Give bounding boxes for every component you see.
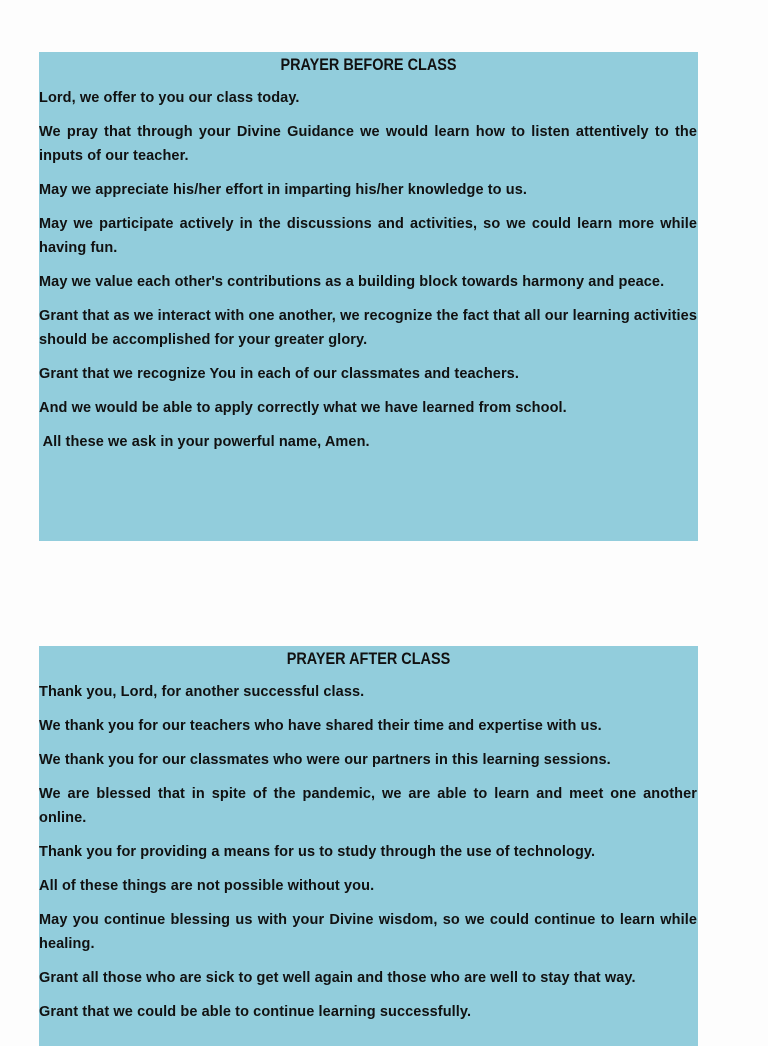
prayer-paragraph: May we value each other's contributions as a building block towards harmony and peace. [39, 274, 665, 290]
prayer-paragraph: Lord, we offer to you our class today. [39, 90, 300, 106]
prayer-paragraph: All these we ask in your powerful name, Amen. [39, 434, 370, 450]
prayer-before-class-box [39, 52, 698, 541]
prayer-paragraph: We thank you for our teachers who have shared their time and expertise with us. [39, 718, 602, 734]
prayer-paragraph: Thank you, Lord, for another successful class. [39, 684, 365, 700]
title-spacer [39, 76, 698, 86]
prayer-before-class-title: PRAYER BEFORE CLASS [280, 55, 457, 74]
prayer-after-class-title: PRAYER AFTER CLASS [286, 649, 451, 668]
prayer-paragraph: Grant that we could be able to continue learning successfully. [39, 1004, 472, 1020]
prayer-paragraph: We thank you for our classmates who were our partners in this learning sessions. [39, 752, 611, 768]
prayer-paragraph: Thank you for providing a means for us to study through the use of technology. [39, 844, 596, 860]
prayer-paragraph: We are blessed that in spite of the pandemic, we are able to learn and meet one another online. [39, 786, 697, 826]
prayer-paragraph: May you continue blessing us with your Divine wisdom, so we could continue to learn while healing. [39, 912, 697, 952]
prayer-paragraph: And we would be able to apply correctly what we have learned from school. [39, 400, 567, 416]
title-spacer [39, 670, 698, 680]
prayer-paragraph: All of these things are not possible without you. [39, 878, 375, 894]
prayer-paragraph: May we appreciate his/her effort in imparting his/her knowledge to us. [39, 182, 528, 198]
prayer-paragraph: May we participate actively in the discussions and activities, so we could learn more while having fun. [39, 216, 697, 256]
prayer-paragraph: We pray that through your Divine Guidance we would learn how to listen attentively to the inputs of our teacher. [39, 124, 697, 164]
prayer-paragraph: Grant that we recognize You in each of our classmates and teachers. [39, 366, 519, 382]
prayer-paragraph: Grant that as we interact with one another, we recognize the fact that all our learning activities should be accomplished for your greater glory. [39, 308, 697, 348]
prayer-after-class-box [39, 646, 698, 1046]
prayer-paragraph: Grant all those who are sick to get well again and those who are well to stay that way. [39, 970, 636, 986]
